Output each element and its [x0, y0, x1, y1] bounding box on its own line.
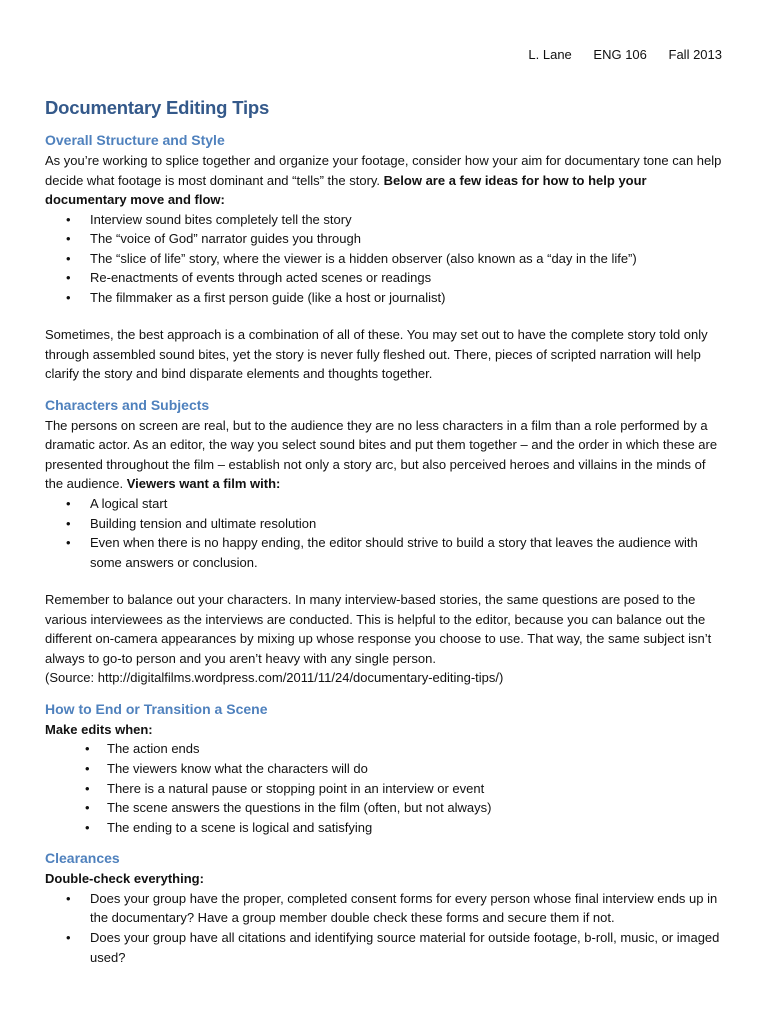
- list-item-text: The action ends: [107, 741, 200, 757]
- intro-text: As you’re working to splice together and organize your footage, consider how your aim for documentary tone can help decide what footage is most dominant and “tells” the story.: [45, 153, 722, 188]
- bullet-icon: •: [66, 515, 71, 531]
- list-item: [45, 494, 725, 514]
- list-item-text: Does your group have the proper, completed consent forms for every person whose final interview ends up in the documentary? Have a group member double check these forms and secure them if not.: [90, 890, 718, 926]
- course-code: ENG 106: [593, 47, 647, 62]
- intro-bold-text: Viewers want a film with:: [126, 476, 281, 492]
- list-item-text: The “voice of God” narrator guides you through: [90, 231, 361, 247]
- bullet-list: [45, 889, 725, 967]
- list-item: [45, 889, 725, 928]
- list-item-text: The viewers know what the characters will do: [107, 760, 368, 776]
- bullet-list: [45, 494, 725, 572]
- bullet-icon: •: [66, 495, 71, 511]
- list-item-text: Even when there is no happy ending, the editor should strive to build a story that leaves the audience with some answers or conclusion.: [90, 535, 698, 570]
- list-item: [45, 739, 725, 759]
- section-heading: Clearances: [45, 850, 120, 867]
- list-item: [45, 268, 725, 288]
- page-header: [510, 47, 722, 62]
- term: Fall 2013: [668, 47, 722, 62]
- document-body: [45, 97, 725, 967]
- list-item: [45, 798, 725, 818]
- bullet-icon: •: [66, 890, 71, 906]
- bullet-icon: •: [85, 819, 90, 835]
- list-item-text: A logical start: [90, 495, 168, 511]
- bullet-icon: •: [85, 800, 90, 816]
- bullet-icon: •: [66, 250, 71, 266]
- list-item: [45, 514, 725, 534]
- section-closing: Sometimes, the best approach is a combination of all of these. You may set out to have the complete story told only through assembled sound bites, yet the story is never fully fleshed out. There, pieces of scripted narration will help clarify the story and bind disparate elements and thoughts together.: [45, 327, 708, 382]
- bullet-icon: •: [66, 270, 71, 286]
- bullet-icon: •: [66, 535, 71, 551]
- section-lead: [45, 869, 725, 889]
- bullet-icon: •: [66, 211, 71, 227]
- bullet-icon: •: [66, 231, 71, 247]
- section-characters: [45, 396, 725, 688]
- bullet-list: [45, 739, 725, 837]
- list-item: [45, 288, 725, 308]
- list-item: [45, 818, 725, 838]
- list-item-text: Does your group have all citations and identifying source material for outside footage, b-roll, music, or imaged used?: [90, 930, 720, 965]
- list-item: [45, 229, 725, 249]
- list-item-text: There is a natural pause or stopping point in an interview or event: [107, 780, 485, 796]
- lead-bold-text: Double-check everything:: [45, 871, 204, 887]
- list-item: [45, 249, 725, 269]
- intro-bold-text: Below are a few ideas for how to help your documentary move and flow:: [45, 172, 647, 207]
- section-lead: [45, 720, 725, 740]
- list-item: [45, 533, 725, 572]
- list-item-text: The ending to a scene is logical and satisfying: [107, 819, 373, 835]
- section-heading: How to End or Transition a Scene: [45, 700, 268, 717]
- section-intro: [45, 416, 725, 494]
- list-item-text: The “slice of life” story, where the viewer is a hidden observer (also known as a “day in the life”): [90, 250, 637, 266]
- section-intro: [45, 151, 725, 210]
- list-item-text: The filmmaker as a first person guide (like a host or journalist): [90, 289, 446, 305]
- list-item: [45, 759, 725, 779]
- section-structure: [45, 131, 725, 384]
- section-transition: [45, 700, 725, 837]
- bullet-icon: •: [85, 780, 90, 796]
- author-name: L. Lane: [528, 47, 572, 62]
- bullet-icon: •: [85, 741, 90, 757]
- list-item-text: Re-enactments of events through acted scenes or readings: [90, 270, 432, 286]
- section-heading: Overall Structure and Style: [45, 132, 225, 148]
- source-citation: (Source: http://digitalfilms.wordpress.com/2011/11/24/documentary-editing-tips/): [45, 670, 504, 686]
- list-item-text: Interview sound bites completely tell the story: [90, 211, 352, 227]
- section-heading: Characters and Subjects: [45, 396, 210, 413]
- intro-text: The persons on screen are real, but to the audience they are no less characters in a film than a role performed by a dramatic actor. As an editor, the way you select sound bites and put them together – and the order in which these are presented throughout the film – establish not only a story arc, but also perceived heroes and villains in the minds of the audience.: [45, 417, 718, 492]
- bullet-icon: •: [66, 930, 71, 945]
- lead-bold-text: Make edits when:: [45, 721, 153, 737]
- list-item-text: The scene answers the questions in the film (often, but not always): [107, 800, 492, 816]
- section-closing: Remember to balance out your characters. In many interview-based stories, the same questions are posed to the various interviewees as the interviews are conducted. This is helpful to the editor, because you can balance out the different on-camera appearances by mixing up whose response you choose to use. That way, the same subject isn’t always to go-to person and you aren’t heavy with any single person.: [45, 592, 712, 666]
- list-item: [45, 779, 725, 799]
- list-item-text: Building tension and ultimate resolution: [90, 515, 317, 531]
- bullet-list: [45, 210, 725, 308]
- document-title: Documentary Editing Tips: [45, 97, 270, 118]
- bullet-icon: •: [66, 289, 71, 305]
- section-clearances: [45, 849, 725, 967]
- list-item: [45, 210, 725, 230]
- bullet-icon: •: [85, 760, 90, 776]
- list-item: [45, 928, 725, 967]
